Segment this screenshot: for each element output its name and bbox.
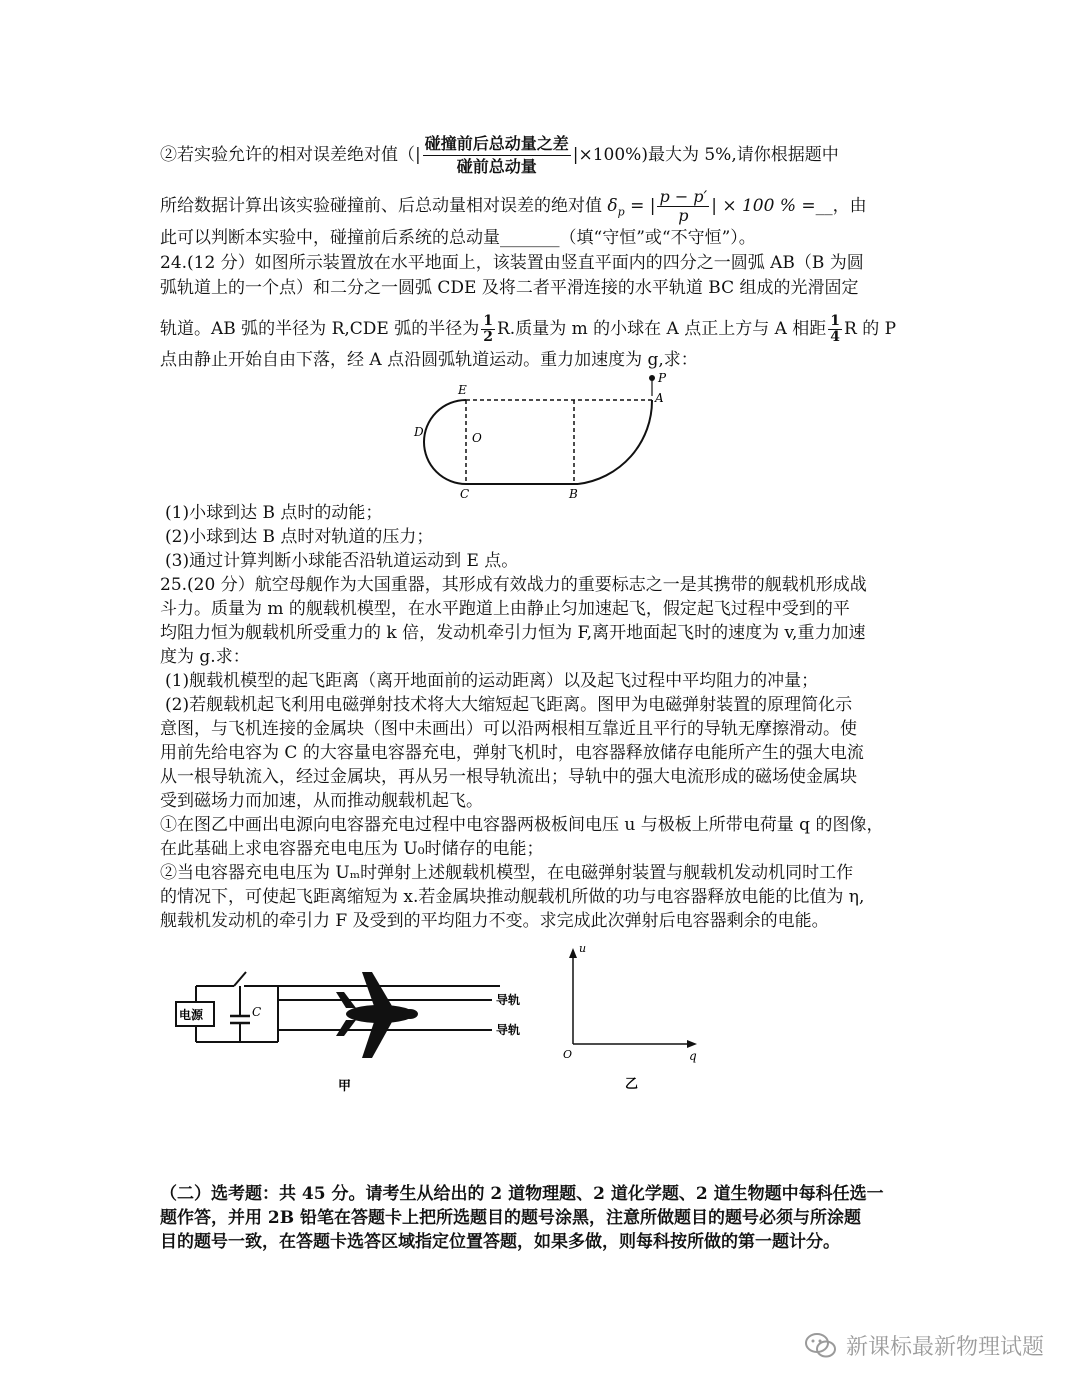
q23-line1-pre: ②若实验允许的相对误差绝对值（| bbox=[160, 145, 421, 165]
label-b: B bbox=[569, 487, 578, 500]
q24-line3-a: 轨道。AB 弧的半径为 R,CDE 弧的半径为 bbox=[160, 319, 480, 339]
rel-error-fraction bbox=[423, 133, 571, 178]
momentum-numerator: p − p′ bbox=[659, 187, 708, 206]
figure-jia-caption: 甲 bbox=[338, 1079, 352, 1094]
q24-sub-1: (1)小球到达 B 点时的动能； bbox=[165, 503, 383, 523]
q23-line-3: 此可以判断本实验中，碰撞前后系统的总动量_______（填“守恒”或“不守恒”）。 bbox=[160, 228, 756, 248]
u-axis-label: u bbox=[579, 942, 587, 955]
delta-subscript: p bbox=[617, 205, 625, 219]
q25-line: ①在图乙中画出电源向电容器充电过程中电容器两极板间电压 u 与极板上所带电荷量 q 的图像， bbox=[160, 815, 884, 835]
q24-line-2: 弧轨道上的一个点）和二分之一圆弧 CDE 及将二者平滑连接的水平轨道 BC 组成的光滑固定 bbox=[160, 278, 859, 298]
capacitor-label: C bbox=[252, 1005, 262, 1019]
switch-blade bbox=[234, 972, 246, 986]
figure-yi bbox=[555, 936, 715, 1096]
wechat-icon bbox=[804, 1332, 838, 1360]
q25-line: 25.(20 分）航空母舰作为大国重器，其形成有效战力的重要标志之一是其携带的舰载机形成战 bbox=[160, 575, 867, 595]
rel-error-denominator: 碰前总动量 bbox=[456, 157, 537, 176]
q25-line: 用前先给电容为 C 的大容量电容器充电，弹射飞机时，电容器释放储存电能所产生的强大电流 bbox=[160, 743, 864, 763]
track-diagram bbox=[400, 372, 690, 500]
q23-line2-end: =__，由 bbox=[801, 196, 867, 216]
q-axis-arrow bbox=[687, 1040, 697, 1048]
arc-cde bbox=[424, 400, 466, 484]
half-den: 2 bbox=[483, 329, 493, 345]
q24-line-4: 点由静止开始自由下落，经 A 点沿圆弧轨道运动。重力加速度为 g,求： bbox=[160, 350, 698, 370]
label-o: O bbox=[472, 431, 482, 445]
q25-line: 度为 g.求： bbox=[160, 647, 250, 667]
quarter-num: 1 bbox=[830, 313, 841, 329]
label-a: A bbox=[655, 391, 664, 405]
q25-line: 意图，与飞机连接的金属块（图中未画出）可以沿两根相互靠近且平行的导轨无摩擦滑动。使 bbox=[160, 719, 857, 739]
rel-error-numerator: 碰撞前后总动量之差 bbox=[423, 133, 571, 156]
origin-label: O bbox=[563, 1048, 573, 1061]
q25-line: (1)舰载机模型的起飞距离（离开地面前的运动距离）以及起飞过程中平均阻力的冲量； bbox=[165, 671, 819, 691]
label-p: P bbox=[658, 372, 667, 385]
q25-line: 在此基础上求电容器充电电压为 U₀时储存的电能； bbox=[160, 839, 544, 859]
momentum-denominator: p bbox=[678, 206, 689, 225]
q23-line-1 bbox=[160, 133, 839, 178]
figure-jia bbox=[170, 962, 560, 1102]
label-d: D bbox=[414, 425, 424, 439]
q23-line2-pre: 所给数据计算出该实验碰撞前、后总动量相对误差的绝对值 bbox=[160, 196, 602, 216]
q24-line3-b: R.质量为 m 的小球在 A 点正上方与 A 相距 bbox=[496, 319, 827, 339]
formula-post: | × 100 % bbox=[711, 196, 802, 216]
quarter-fraction bbox=[828, 314, 842, 345]
power-source-label: 电源 bbox=[179, 1008, 204, 1022]
rail-label-top: 导轨 bbox=[496, 993, 521, 1007]
airplane-icon bbox=[336, 972, 418, 1058]
q25-line: 舰载机发动机的牵引力 F 及受到的平均阻力不变。求完成此次弹射后电容器剩余的电能。 bbox=[160, 911, 829, 931]
rail-label-bottom: 导轨 bbox=[496, 1023, 521, 1037]
quarter-den: 4 bbox=[830, 329, 841, 345]
half-num: 1 bbox=[483, 313, 493, 329]
q25-line: 受到磁场力而加速，从而推动舰载机起飞。 bbox=[160, 791, 483, 811]
section2-line: 目的题号一致，在答题卡选答区域指定位置答题，如果多做，则每科按所做的第一题计分。 bbox=[160, 1232, 840, 1252]
q24-sub-2: (2)小球到达 B 点时对轨道的压力； bbox=[165, 527, 434, 547]
q25-line: 均阻力恒为舰载机所受重力的 k 倍，发动机牵引力恒为 F,离开地面起飞时的速度为 v,重力加速 bbox=[160, 623, 866, 643]
q23-line1-post: |×100%)最大为 5%,请你根据题中 bbox=[572, 145, 839, 165]
watermark bbox=[804, 1330, 1044, 1361]
figure-yi-caption: 乙 bbox=[625, 1077, 639, 1092]
formula-eq: = | bbox=[624, 196, 656, 216]
delta-letter: δ bbox=[607, 196, 618, 216]
q25-line: 的情况下，可使起飞距离缩短为 x.若金属块推动舰载机所做的功与电容器释放电能的比值为 η, bbox=[160, 887, 865, 907]
q25-line: 斗力。质量为 m 的舰载机模型，在水平跑道上由静止匀加速起飞，假定起飞过程中受到的平 bbox=[160, 599, 850, 619]
q25-line: 从一根导轨流入，经过金属块，再从另一根导轨流出；导轨中的强大电流形成的磁场使金属块 bbox=[160, 767, 857, 787]
q24-line-1: 24.(12 分）如图所示装置放在水平地面上，该装置由竖直平面内的四分之一圆弧 AB（B 为圆 bbox=[160, 253, 864, 273]
q25-line: ②当电容器充电电压为 Uₘ时弹射上述舰载机模型，在电磁弹射装置与舰载机发动机同时工作 bbox=[160, 863, 854, 883]
label-c: C bbox=[460, 487, 470, 500]
section2-line: （二）选考题：共 45 分。请考生从给出的 2 道物理题、2 道化学题、2 道生物题中每科任选一 bbox=[160, 1184, 884, 1204]
q23-line-2 bbox=[160, 188, 867, 225]
u-axis-arrow bbox=[569, 948, 577, 958]
section2-line: 题作答，并用 2B 铅笔在答题卡上把所选题目的题号涂黑，注意所做题目的题号必须与所涂题 bbox=[160, 1208, 862, 1228]
momentum-fraction bbox=[657, 188, 709, 225]
delta-symbol bbox=[607, 196, 625, 219]
arc-ab bbox=[578, 400, 652, 484]
q-axis-label: q bbox=[689, 1049, 697, 1063]
watermark-text: 新课标最新物理试题 bbox=[845, 1335, 1044, 1360]
label-e: E bbox=[458, 383, 467, 397]
half-fraction bbox=[481, 314, 495, 345]
q24-line3-c: R 的 P bbox=[844, 319, 897, 339]
q24-sub-3: (3)通过计算判断小球能否沿轨道运动到 E 点。 bbox=[165, 551, 519, 571]
q25-line: (2)若舰载机起飞利用电磁弹射技术将大大缩短起飞距离。图甲为电磁弹射装置的原理简化示 bbox=[165, 695, 853, 715]
q24-line-3 bbox=[160, 314, 896, 345]
